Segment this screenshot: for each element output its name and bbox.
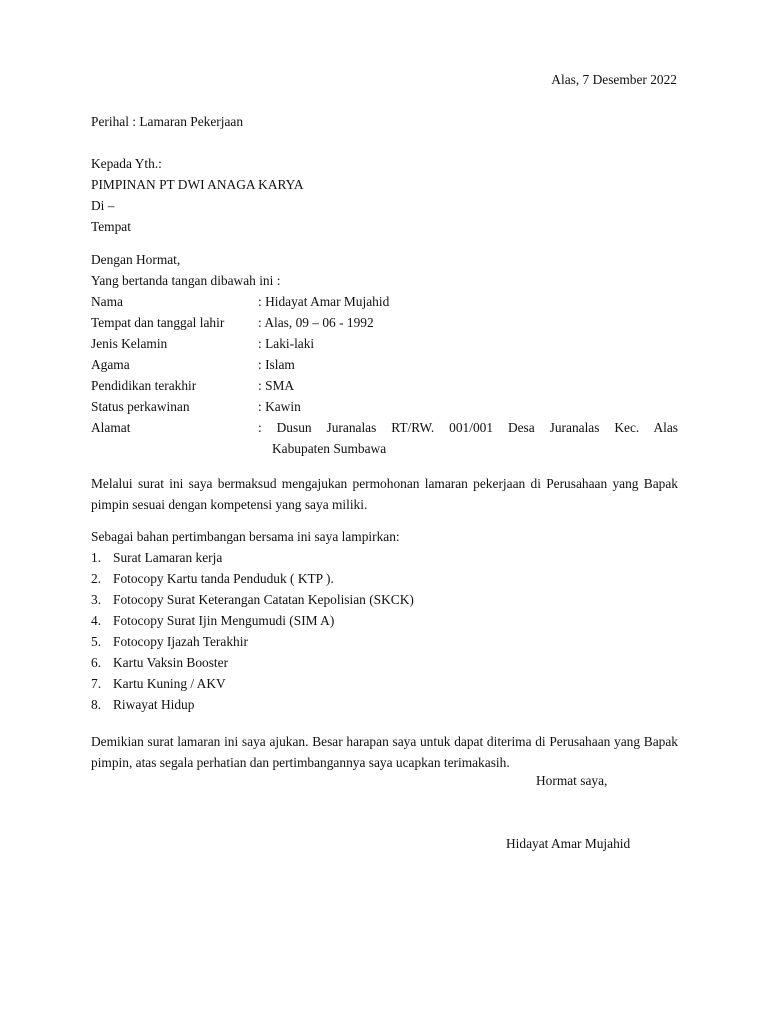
intro-line: Yang bertanda tangan dibawah ini : bbox=[91, 273, 281, 288]
identity-row bbox=[91, 294, 678, 312]
list-item-number: 8. bbox=[91, 697, 102, 712]
identity-row bbox=[91, 315, 678, 333]
address-line-2: Kabupaten Sumbawa bbox=[272, 441, 387, 456]
address-label: Alamat bbox=[91, 420, 131, 435]
list-item-text: Fotocopy Surat Ijin Mengumudi (SIM A) bbox=[113, 613, 335, 628]
list-item-number: 3. bbox=[91, 592, 102, 607]
identity-label: Pendidikan terakhir bbox=[91, 378, 197, 393]
list-item-number: 7. bbox=[91, 676, 102, 691]
list-item-number: 4. bbox=[91, 613, 102, 628]
list-item-text: Fotocopy Kartu tanda Penduduk ( KTP ). bbox=[113, 571, 334, 586]
identity-value: : Kawin bbox=[258, 399, 301, 414]
identity-value: : SMA bbox=[258, 378, 295, 393]
identity-row bbox=[91, 378, 678, 396]
identity-label: Nama bbox=[91, 294, 123, 309]
recipient-at: Di – bbox=[91, 198, 115, 213]
identity-value: : Laki-laki bbox=[258, 336, 315, 351]
recipient-name: PIMPINAN PT DWI ANAGA KARYA bbox=[91, 177, 304, 192]
identity-row bbox=[91, 357, 678, 375]
greeting: Dengan Hormat, bbox=[91, 252, 181, 267]
address-line-1: : Dusun Juranalas RT/RW. 001/001 Desa Juranalas Kec. Alas bbox=[258, 420, 678, 435]
regards: Hormat saya, bbox=[536, 773, 608, 788]
list-item-text: Fotocopy Ijazah Terakhir bbox=[113, 634, 248, 649]
recipient-place: Tempat bbox=[91, 219, 131, 234]
list-item-text: Kartu Kuning / AKV bbox=[113, 676, 226, 691]
identity-label: Agama bbox=[91, 357, 130, 372]
signature-name: Hidayat Amar Mujahid bbox=[506, 836, 631, 851]
list-item-number: 5. bbox=[91, 634, 102, 649]
identity-value: : Islam bbox=[258, 357, 295, 372]
list-item-text: Surat Lamaran kerja bbox=[113, 550, 223, 565]
recipient-salutation: Kepada Yth.: bbox=[91, 156, 162, 171]
closing-paragraph: Demikian surat lamaran ini saya ajukan. Besar harapan saya untuk dapat diterima di Perusahaan yang Bapak pimpin, atas segala perhatian dan pertimbangannya saya ucapkan terimakasih. bbox=[91, 734, 678, 770]
list-item-number: 6. bbox=[91, 655, 102, 670]
attachments-intro: Sebagai bahan pertimbangan bersama ini saya lampirkan: bbox=[91, 529, 400, 544]
identity-label: Jenis Kelamin bbox=[91, 336, 168, 351]
identity-row bbox=[91, 399, 678, 417]
letter-date: Alas, 7 Desember 2022 bbox=[551, 72, 677, 87]
list-item-text: Fotocopy Surat Keterangan Catatan Kepolisian (SKCK) bbox=[113, 592, 414, 607]
list-item-number: 1. bbox=[91, 550, 102, 565]
identity-value: : Alas, 09 – 06 - 1992 bbox=[258, 315, 374, 330]
identity-label: Tempat dan tanggal lahir bbox=[91, 315, 225, 330]
list-item-number: 2. bbox=[91, 571, 102, 586]
body-paragraph: Melalui surat ini saya bermaksud mengajukan permohonan lamaran pekerjaan di Perusahaan yang Bapak pimpin sesuai dengan kompetensi yang saya miliki. bbox=[91, 476, 678, 512]
list-item-text: Riwayat Hidup bbox=[113, 697, 195, 712]
list-item-text: Kartu Vaksin Booster bbox=[113, 655, 229, 670]
identity-row bbox=[91, 336, 678, 354]
identity-label: Status perkawinan bbox=[91, 399, 190, 414]
identity-value: : Hidayat Amar Mujahid bbox=[258, 294, 390, 309]
letter-subject: Perihal : Lamaran Pekerjaan bbox=[91, 114, 244, 129]
